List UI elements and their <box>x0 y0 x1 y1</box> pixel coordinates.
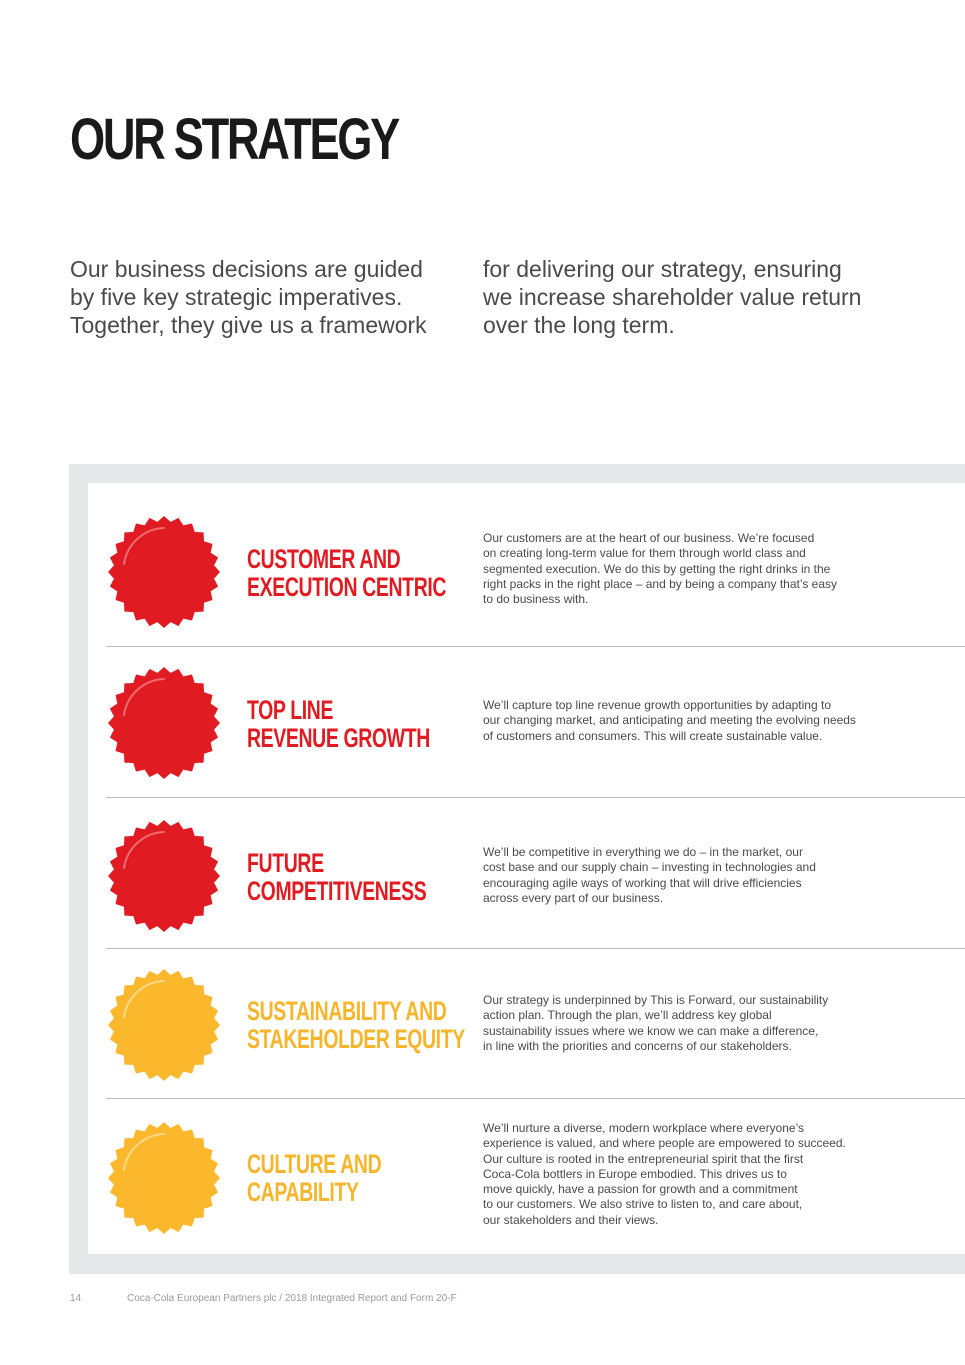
description-line: cost base and our supply chain – investing in technologies and <box>483 860 816 875</box>
imperative-description <box>483 845 903 906</box>
heading-line: CULTURE AND <box>247 1149 382 1179</box>
imperative-heading <box>247 849 426 905</box>
imperative-heading <box>247 1150 381 1206</box>
intro-text-left <box>70 255 427 339</box>
heading-line: EXECUTION CENTRIC <box>247 572 447 602</box>
heading-line: CAPABILITY <box>247 1177 359 1207</box>
imperative-heading <box>247 545 446 601</box>
intro-line: for delivering our strategy, ensuring <box>483 256 842 282</box>
imperative-description <box>483 531 903 607</box>
bottle-cap-red-icon <box>106 514 222 630</box>
description-line: our changing market, and anticipating and meeting the evolving needs <box>483 713 856 728</box>
description-line: Coca-Cola bottlers in Europe embodied. This drives us to <box>483 1166 787 1181</box>
intro-text-right <box>483 255 861 339</box>
imperative-description <box>483 698 903 744</box>
page-title: OUR STRATEGY <box>70 107 398 172</box>
page-number: 14 <box>70 1293 82 1304</box>
bottle-cap-yellow-icon <box>106 967 222 1083</box>
row-divider <box>106 646 965 647</box>
description-line: move quickly, have a passion for growth and a commitment <box>483 1182 798 1197</box>
description-line: We’ll be competitive in everything we do – in the market, our <box>483 845 803 859</box>
intro-line: by five key strategic imperatives. <box>70 284 403 310</box>
description-line: of customers and consumers. This will create sustainable value. <box>483 728 823 743</box>
description-line: our stakeholders and their views. <box>483 1212 659 1227</box>
imperative-heading <box>247 696 430 752</box>
description-line: across every part of our business. <box>483 890 664 905</box>
intro-line: Our business decisions are guided <box>70 256 423 282</box>
imperative-heading <box>247 997 465 1053</box>
bottle-cap-red-icon <box>106 818 222 934</box>
bottle-cap-red-icon <box>106 665 222 781</box>
description-line: right packs in the right place – and by being a company that’s easy <box>483 576 837 591</box>
heading-line: SUSTAINABILITY AND <box>247 996 447 1026</box>
heading-line: TOP LINE <box>247 695 334 725</box>
description-line: to do business with. <box>483 592 589 607</box>
description-line: action plan. Through the plan, we’ll address key global <box>483 1008 772 1023</box>
row-divider <box>106 948 965 949</box>
intro-line: over the long term. <box>483 312 675 338</box>
footer-publication: Coca-Cola European Partners plc / 2018 Integrated Report and Form 20-F <box>127 1293 457 1304</box>
row-divider <box>106 1098 965 1099</box>
description-line: encouraging agile ways of working that will drive efficiencies <box>483 875 802 890</box>
description-line: We’ll capture top line revenue growth opportunities by adapting to <box>483 698 831 712</box>
bottle-cap-yellow-icon <box>106 1120 222 1236</box>
intro-line: Together, they give us a framework <box>70 312 427 338</box>
intro-line: we increase shareholder value return <box>483 284 862 310</box>
description-line: on creating long-term value for them through world class and <box>483 546 806 561</box>
heading-line: COMPETITIVENESS <box>247 876 427 906</box>
description-line: We’ll nurture a diverse, modern workplace where everyone’s <box>483 1121 805 1135</box>
heading-line: STAKEHOLDER EQUITY <box>247 1024 465 1054</box>
heading-line: CUSTOMER AND <box>247 544 401 574</box>
description-line: Our customers are at the heart of our business. We’re focused <box>483 531 815 545</box>
description-line: Our culture is rooted in the entrepreneurial spirit that the first <box>483 1151 804 1166</box>
imperative-description <box>483 1121 903 1228</box>
description-line: segmented execution. We do this by getting the right drinks in the <box>483 561 831 576</box>
description-line: sustainability issues where we know we can make a difference, <box>483 1023 819 1038</box>
description-line: Our strategy is underpinned by This is Forward, our sustainability <box>483 993 829 1007</box>
description-line: in line with the priorities and concerns of our stakeholders. <box>483 1038 792 1053</box>
description-line: to our customers. We also strive to listen to, and care about, <box>483 1197 803 1212</box>
imperative-description <box>483 993 903 1054</box>
row-divider <box>106 797 965 798</box>
heading-line: REVENUE GROWTH <box>247 723 430 753</box>
description-line: experience is valued, and where people are empowered to succeed. <box>483 1136 846 1151</box>
heading-line: FUTURE <box>247 848 324 878</box>
